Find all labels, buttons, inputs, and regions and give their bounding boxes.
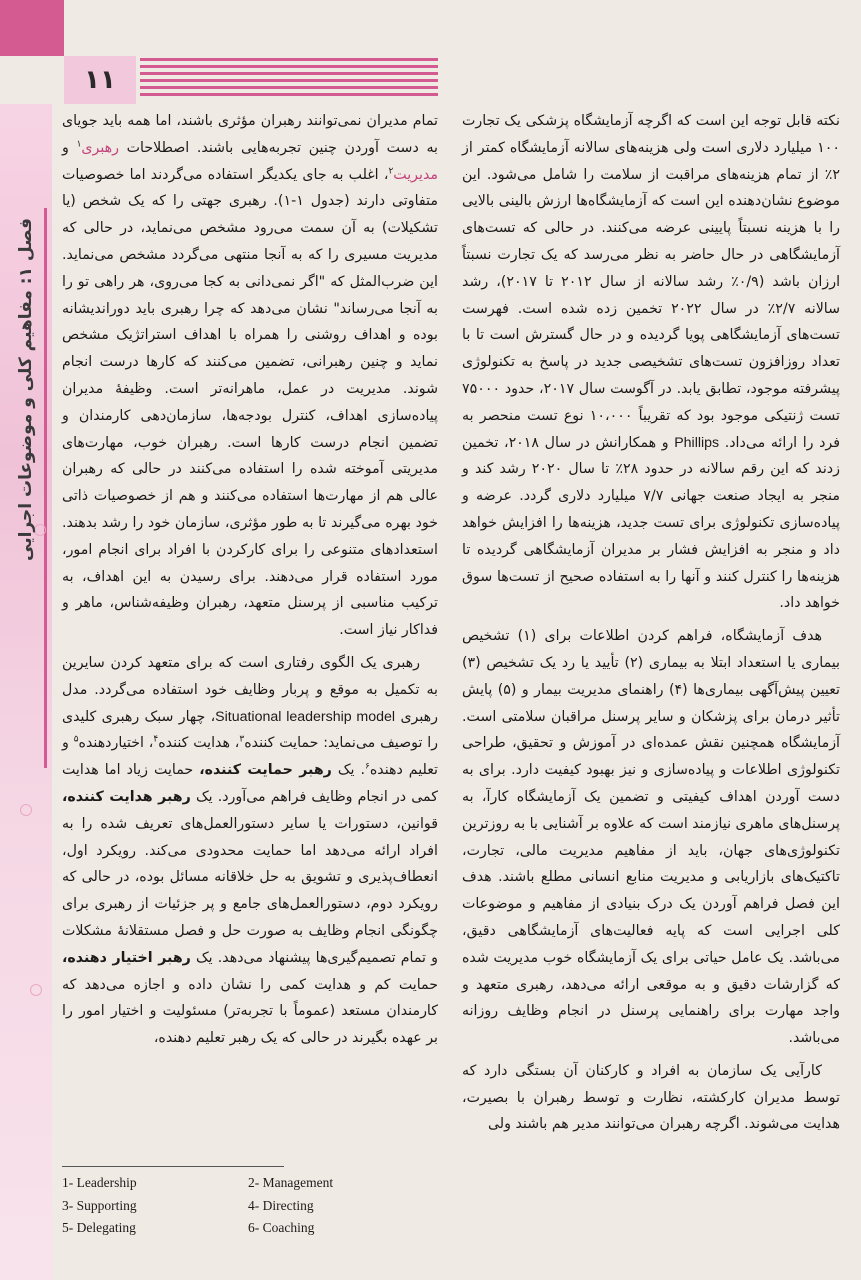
paragraph: رهبری یک الگوی رفتاری است که برای متعهد کردن سایرین به تکمیل به موقع و پربار وظایف خود استفاده می‌گردد. مدل رهبری Situational leadership model، چهار سبک رهبری کلیدی را توصیف می‌نماید: حمایت کننده$^۳$، هدایت کننده$^۴$، اختیاردهنده$^۵$ و تعلیم دهنده$^۶$. یک رهبر حمایت کننده، حمایت زیاد اما هدایت کمی در انجام وظایف فراهم می‌آورد. یک رهبر هدایت کننده، قوانین، دستورات یا سایر دستورالعمل‌های تعریف شده را به افراد ارائه می‌دهد اما حمایت محدودی می‌کند. رویکرد اول، انعطاف‌پذیری و تشویق به حل خلاقانه مسائل بوده، در حالی که رویکرد دوم، دستورالعمل‌های جامع و پر جزئیات از رهبری برای چگونگی انجام وظایف به صورت حل و فصل مستقلانهٔ مشکلات و تمام تصمیم‌گیری‌ها پیشنهاد می‌دهد. یک رهبر اختیار دهنده، حمایت کم و هدایت کمی را نشان داده و اجازه می‌دهد که کارمندان مستعد (عموماً با تجربه‌تر) مسئولیت و اختیار امور را بر عهده بگیرند در حالی که یک رهبر تعلیم دهنده، <box>62 654 439 1047</box>
paragraph: تمام مدیران نمی‌توانند رهبران مؤثری باشند، اما همه باید جویای به دست آوردن چنین تجربه‌هایی باشند. اصطلاحات رهبری$^۱$ و مدیریت$^۲$، اغلب به جای یکدیگر استفاده می‌گردند اما خصوصیات متفاوتی دارند (جدول ۱-۱). رهبری جهتی را که یک شخص (یا تشکیلات) به آن سمت می‌رود مشخص می‌نماید، در حالی که مدیریت مسیری را که به آنجا منتهی می‌گردد مشخص می‌نماید. این ضرب‌المثل که "اگر نمی‌دانی به کجا می‌روی، هر راهی تو را به آنجا می‌رساند" نشان می‌دهد که چرا رهبری باید دوراندیشانه بوده و اهداف روشنی را همراه با اهداف استراتژیک مشخص نماید و چنین رهبرانی، تضمین می‌کنند که کارها درست انجام شوند. مدیریت در عمل، ماهرانه‌تر است. وظیفهٔ مدیران پیاده‌سازی اهداف، کنترل بودجه‌ها، سازمان‌دهی کارمندان و تضمین انجام درست کارها است. رهبران خوب، مهارت‌های مدیریتی آموخته شده را استفاده می‌کنند در حالی که رهبران عالی هم از مهارت‌ها استفاده می‌کنند و هم از خصوصیات ذاتی خود بهره می‌گیرند تا به طور مؤثری، سازمان خود را رشد بدهند. استعدادهای متنوعی را برای کارکردن با افراد برای انجام امور، مورد استفاده قرار می‌دهند. برای رسیدن به این اهداف، به ترکیب مناسبی از پرسنل متعهد، رهبران وظیفه‌شناس، ماهر و فداکار نیاز است. <box>62 113 439 639</box>
right-column <box>462 108 840 1144</box>
paragraph: هدف آزمایشگاه، فراهم کردن اطلاعات برای (۱) تشخیص بیماری یا استعداد ابتلا به بیماری (۲) تأیید یا رد یک تشخیص (۳) تعیین پیش‌آگهی بیماری‌ها (۴) راهنمای مدیریت بیمار و (۵) پایش تأثیر درمان برای پزشکان و سایر پرسنل مراقبان سلامتی است. آزمایشگاه همچنین نقش عمده‌ای در آموزش و تحقیق، طراحی تکنولوژی اطلاعات و پیاده‌سازی و نیز بهبود کیفیت دارد. برای به دست آوردن اهداف کیفیتی و تضمین یک آزمایشگاه کارآ، به پرسنل‌های ماهری نیازمند است که علاوه بر آشنایی با به روزترین تکنولوژی‌های جهان، باید از مفاهیم مدیریت مالی، تجارت، تاکتیک‌های بازاریابی و مدیریت منابع انسانی مطلع باشند. هدف این فصل فراهم آوردن یک درک بنیادی از مفاهیم و موضوعات کلی اجرایی است که پایه فعالیت‌های آزمایشگاهی دقیق، می‌باشد. یک عامل حیاتی برای یک آزمایشگاه خوب مدیریت شده که گزارشات دقیق و به موقعی ارائه می‌دهد، رهبری متعهد و واجد مهارت برای راهنمایی پرسنل در انجام وظایف روزانه می‌باشد. <box>462 628 840 1047</box>
footnotes <box>62 1172 362 1240</box>
paragraph: نکته قابل توجه این است که اگرچه آزمایشگاه پزشکی یک تجارت ۱۰۰ میلیارد دلاری است ولی هزینه‌های سالانه آزمایشگاه کمتر از ۲٪ از تمام هزینه‌های مراقبت از سلامت را شامل می‌شود. این موضوع نشان‌دهنده این است که آزمایشگاه‌ها ارزش بالینی بالایی را با هزینه نسبتاً پایینی عرضه می‌کنند. در حالی که تست‌های آزمایشگاهی در حال حاضر به نظر می‌رسد که یک تجارت نسبتاً ارزان باشد (۰/۹٪ رشد سالانه از سال ۲۰۱۲ تا ۲۰۱۷)، رشد سالانه ۲/۷٪ در سال ۲۰۲۲ تخمین زده شده است. فهرست تست‌های آزمایشگاهی پویا گردیده و در حال گسترش است تا با تعداد روزافزون تست‌های تشخیصی جدید در پاسخ به تکنولوژی پیشرفته موجود، تطابق یابد. در آگوست سال ۲۰۱۷، حدود ۷۵۰۰۰ تست ژنتیکی موجود بود که تقریباً ۱۰،۰۰۰ نوع تست منحصر به فرد را ارائه می‌داد. Phillips و همکارانش در سال ۲۰۱۸، تخمین زدند که این رقم سالانه در حدود ۲۸٪ تا سال ۲۰۲۰ رشد کند و منجر به ایجاد صنعت جهانی ۷/۷ میلیارد دلاری گردد. عرضه و پیاده‌سازی تکنولوژی برای تست جدید، هزینه‌ها را افزایش خواهد داد و منجر به افزایش فشار بر مدیران آزمایشگاهی گردیده تا هزینه‌ها را کنترل کنند و آنها را به استفاده صحیح از تست‌ها سوق خواهد داد. <box>462 113 841 612</box>
footnote: 1- Leadership <box>62 1175 137 1190</box>
footnote: 2- Management <box>248 1175 334 1190</box>
page-number: ۱۱ <box>64 56 136 104</box>
footnote: 5- Delegating <box>62 1220 136 1235</box>
term-management: مدیریت <box>393 166 438 183</box>
footnote-rule <box>62 1166 284 1167</box>
chapter-title: فصل ۱: مفاهیم کلی و موضوعات اجرایی <box>16 218 36 562</box>
header-stripes <box>140 58 438 104</box>
footnote: 4- Directing <box>248 1197 314 1213</box>
term-leadership: رهبری <box>81 139 119 156</box>
corner-decoration <box>0 0 64 56</box>
footnote: 6- Coaching <box>248 1220 315 1235</box>
left-column <box>62 108 438 1058</box>
paragraph: کارآیی یک سازمان به افراد و کارکنان آن بستگی دارد که توسط مدیران کارکشته، نظارت و توسط رهبران با بصیرت، هدایت می‌شوند. اگرچه رهبران می‌توانند مدیر هم باشند ولی <box>462 1062 840 1133</box>
footnote: 3- Supporting <box>62 1197 137 1213</box>
